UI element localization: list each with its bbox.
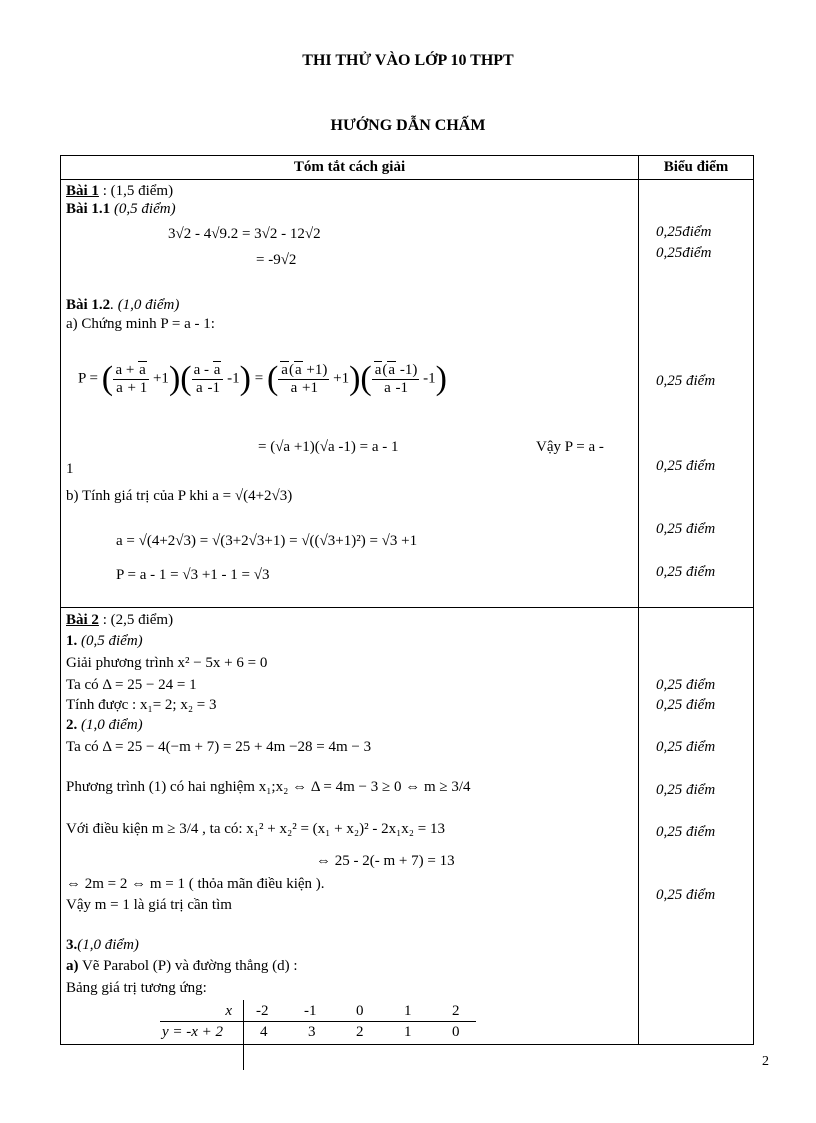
- document-title: THI THỬ VÀO LỚP 10 THPT: [302, 52, 514, 69]
- value-table-x-label: x: [225, 1003, 232, 1019]
- vt-x-1: -1: [304, 1003, 317, 1019]
- page-number: 2: [762, 1054, 769, 1069]
- vt-x-4: 2: [452, 1003, 460, 1019]
- score-b12-4: 0,25 điểm: [656, 564, 716, 580]
- cell-bai1-score: [639, 180, 754, 608]
- bai12-part-a: a) Chứng minh P = a - 1:: [66, 316, 215, 332]
- bai2-equation: ⇔ 25 - 2(- m + 7) = 13: [316, 853, 455, 869]
- bai2-condition: Với điều kiện m ≥ 3/4 , ta có: x₁² + x₂² = (x₁ + x₂)² - 2x₁x₂ = 13: [66, 821, 445, 837]
- bai2-roots: Tính được : x₁= 2; x₂ = 3: [66, 697, 217, 713]
- bai2-part2-heading: 2. (1,0 điểm): [66, 717, 143, 733]
- score-b2-2: 0,25 điểm: [656, 697, 716, 713]
- bai1-heading: Bài 1 : (1,5 điểm): [66, 183, 174, 199]
- vt-y-4: 0: [452, 1024, 460, 1040]
- bai2-answer: Vậy m = 1 là giá trị cần tìm: [66, 897, 232, 913]
- score-b12-1: 0,25 điểm: [656, 373, 716, 389]
- value-table-hline: [160, 1021, 476, 1022]
- value-table-y-label: y = -x + 2: [162, 1024, 224, 1040]
- a-calculation: a = √(4+2√3) = √(3+2√3+1) = √((√3+1)²) = √3 +1: [116, 533, 418, 549]
- vt-x-3: 1: [404, 1003, 412, 1019]
- bai2-heading: Bài 2 : (2,5 điểm): [66, 612, 174, 628]
- document-subtitle: HƯỚNG DẪN CHẤM: [330, 117, 486, 134]
- p-result: = (√a +1)(√a -1) = a - 1: [258, 439, 399, 455]
- bai2-delta2: Ta có Δ = 25 − 4(−m + 7) = 25 + 4m −28 = 4m − 3: [66, 739, 372, 755]
- bai2-part1-heading: 1. (0,5 điểm): [66, 633, 143, 649]
- p-expression: P = ( $\frac{a + a}{a + 1}$ +1)( $\frac{a - a}{a -1}$ -1) = ( $\frac{a(a +1)}{a +1}$ +1)( $\frac{a(a -1)}{a -1}$ -1): [78, 360, 447, 397]
- vt-y-2: 2: [356, 1024, 364, 1040]
- value-table-vline: [243, 1000, 244, 1070]
- bai2-part3a: a) Vẽ Parabol (P) và đường thẳng (d) :: [66, 958, 298, 974]
- bai11-line1: 3√2 - 4√9.2 = 3√2 - 12√2: [168, 226, 321, 242]
- bai12-heading: Bài 1.2. (1,0 điểm): [66, 297, 180, 313]
- vt-x-2: 0: [356, 1003, 364, 1019]
- header-solution: Tóm tắt cách giải: [61, 156, 639, 180]
- bai2-part3-heading: 3.(1,0 điểm): [66, 937, 139, 953]
- score-b12-2: 0,25 điểm: [656, 458, 716, 474]
- bai2-solve-text: Giải phương trình x² − 5x + 6 = 0: [66, 655, 268, 671]
- vt-y-1: 3: [308, 1024, 316, 1040]
- value-table-caption: Bảng giá trị tương ứng:: [66, 980, 207, 996]
- conclusion-tail: 1: [66, 461, 74, 477]
- score-b11-1: 0,25điểm: [656, 224, 712, 240]
- score-b11-2: 0,25điểm: [656, 245, 712, 261]
- vt-y-3: 1: [404, 1024, 412, 1040]
- bai2-delta: Ta có Δ = 25 − 24 = 1: [66, 677, 197, 693]
- conclusion-text: Vậy P = a -: [536, 439, 604, 455]
- bai12-part-b: b) Tính giá trị của P khi a = √(4+2√3): [66, 488, 293, 504]
- score-b12-3: 0,25 điểm: [656, 521, 716, 537]
- bai2-solve-m: ⇔ 2m = 2 ⇔ m = 1 ( thỏa mãn điều kiện ).: [66, 876, 325, 892]
- score-b2-6: 0,25 điểm: [656, 887, 716, 903]
- score-b2-3: 0,25 điểm: [656, 739, 716, 755]
- bai11-heading: Bài 1.1 (0,5 điểm): [66, 201, 176, 217]
- score-b2-5: 0,25 điểm: [656, 824, 716, 840]
- score-b2-4: 0,25 điểm: [656, 782, 716, 798]
- p-calculation: P = a - 1 = √3 +1 - 1 = √3: [116, 567, 270, 583]
- bai2-two-roots: Phương trình (1) có hai nghiệm x₁;x₂ ⇔ Δ = 4m − 3 ≥ 0 ⇔ m ≥ 3/4: [66, 779, 471, 795]
- header-score: Biểu điểm: [639, 156, 754, 180]
- vt-y-0: 4: [260, 1024, 268, 1040]
- bai11-line2: = -9√2: [256, 252, 297, 268]
- vt-x-0: -2: [256, 1003, 269, 1019]
- score-b2-1: 0,25 điểm: [656, 677, 716, 693]
